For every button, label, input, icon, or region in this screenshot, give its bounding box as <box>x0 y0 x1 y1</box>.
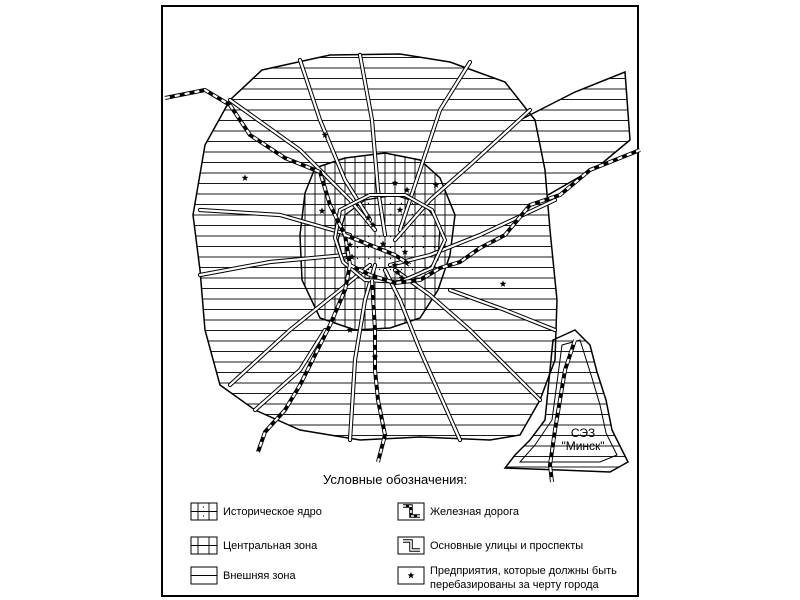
legend-label-roads: Основные улицы и проспекты <box>430 540 584 552</box>
historic-core-pattern <box>191 503 217 520</box>
sez-label-line2: "Минск" <box>561 439 605 453</box>
outer-zone-pattern <box>191 567 217 584</box>
legend-title: Условные обозначения: <box>323 472 468 487</box>
legend-label-enterprises-line1: Предприятия, которые должны быть <box>430 565 617 577</box>
legend-label-railway: Железная дорога <box>430 506 519 518</box>
sez-label-line1: СЭЗ <box>570 426 596 440</box>
legend-label-outer-zone: Внешняя зона <box>223 570 296 582</box>
legend-label-enterprises-line2: перебазированы за черту города <box>430 579 599 591</box>
road-line-symbol <box>398 537 424 554</box>
star-icon-symbol <box>398 567 424 584</box>
central-zone-pattern <box>191 537 217 554</box>
legend-label-historic-core: Историческое ядро <box>223 506 322 518</box>
legend-label-enterprises <box>430 564 617 592</box>
legend-label-central-zone: Центральная зона <box>223 540 318 552</box>
railway-line-symbol <box>398 503 424 520</box>
sez-label <box>548 427 618 453</box>
